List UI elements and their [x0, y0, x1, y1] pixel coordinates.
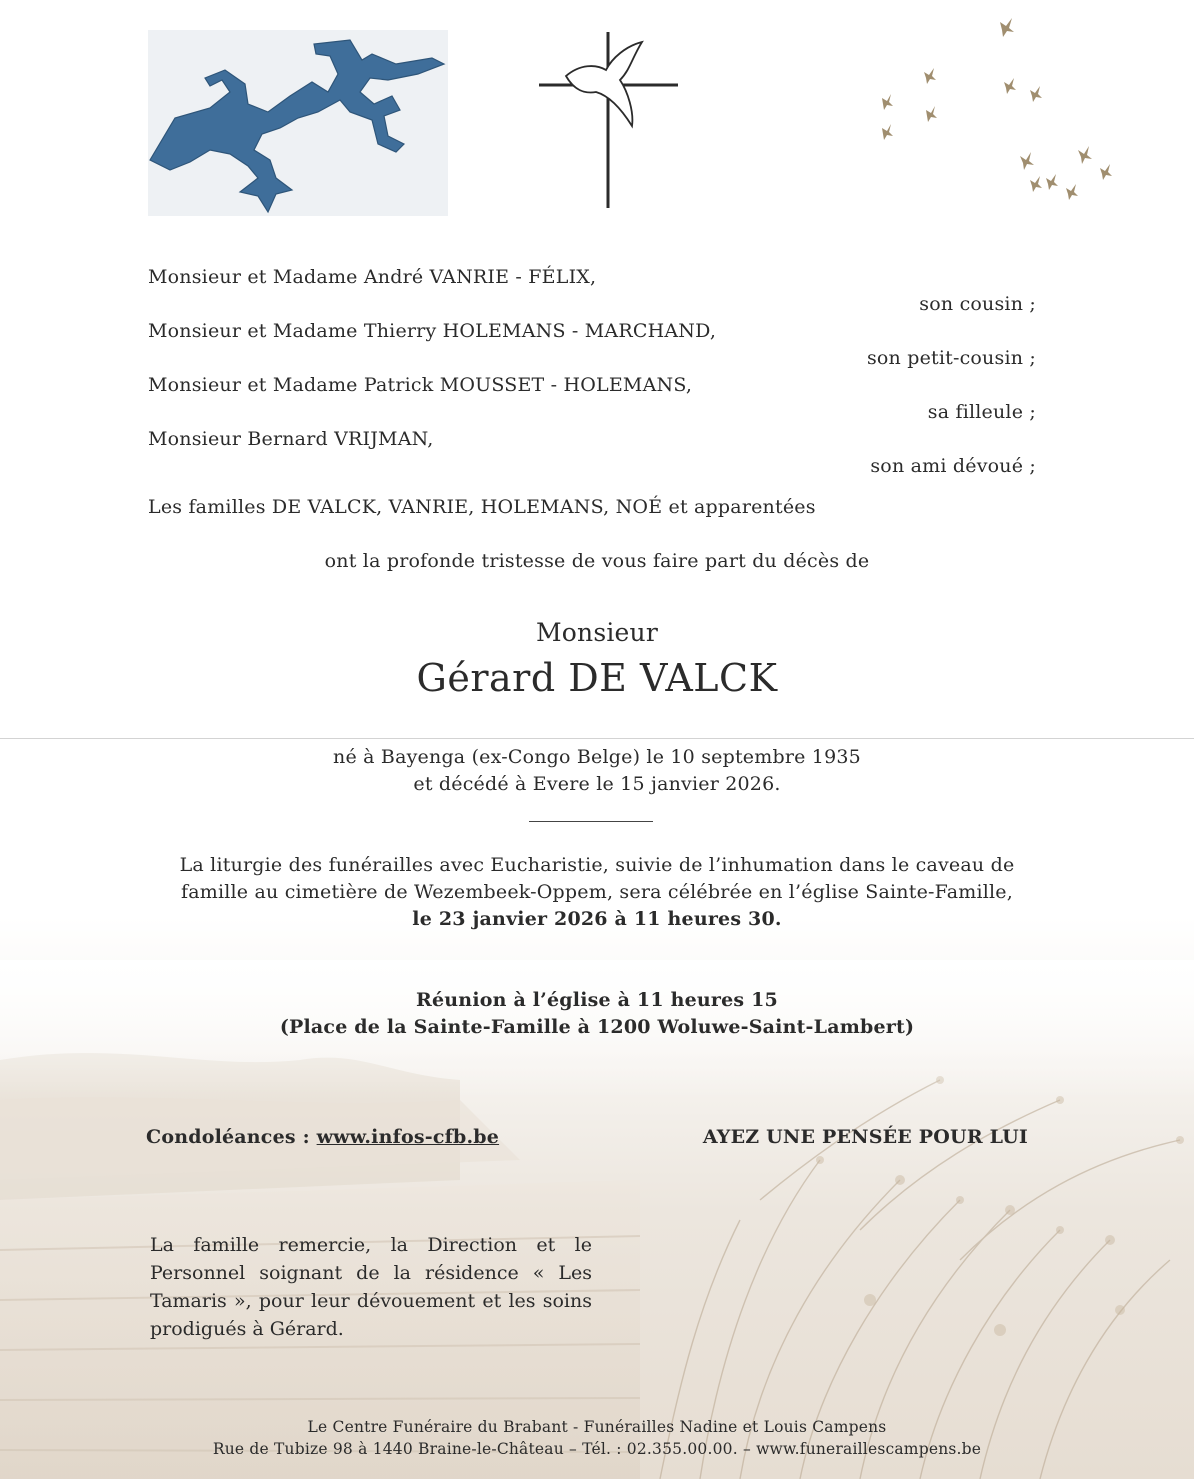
deceased-name: Gérard DE VALCK: [416, 656, 778, 700]
motto-text: AYEZ UNE PENSÉE POUR LUI: [702, 1126, 1028, 1148]
footer-line-1: Le Centre Funéraire du Brabant - Funérailles Nadine et Louis Campens: [307, 1418, 887, 1436]
announcement-text: ont la profonde tristesse de vous faire part du décès de: [324, 550, 870, 572]
family-name-2: Monsieur et Madame Thierry HOLEMANS - MARCHAND,: [148, 320, 717, 342]
family-relation-4: son ami dévoué ;: [870, 455, 1036, 477]
condolences-link[interactable]: www.infos-cfb.be: [316, 1126, 500, 1148]
death-info: et décédé à Evere le 15 janvier 2026.: [413, 773, 781, 795]
family-relation-3: sa filleule ;: [927, 401, 1036, 423]
family-relation-2: son petit-cousin ;: [866, 347, 1036, 369]
family-relation-1: son cousin ;: [919, 293, 1036, 315]
ceremony-line-2: famille au cimetière de Wezembeek-Oppem, sera célébrée en l’église Sainte-Famille,: [181, 881, 1013, 903]
flying-birds-image: [882, 18, 1112, 200]
extended-families: Les familles DE VALCK, VANRIE, HOLEMANS, NOÉ et apparentées: [148, 496, 816, 518]
origami-figures-image: [148, 30, 448, 216]
family-name-1: Monsieur et Madame André VANRIE - FÉLIX,: [148, 266, 597, 288]
family-name-3: Monsieur et Madame Patrick MOUSSET - HOLEMANS,: [148, 374, 693, 396]
cross-dove-icon: [539, 32, 678, 208]
separator-line: [529, 821, 653, 822]
ceremony-line-1: La liturgie des funérailles avec Eucharistie, suivie de l’inhumation dans le caveau de: [179, 854, 1015, 876]
footer-line-2: Rue de Tubize 98 à 1440 Braine-le-Château – Tél. : 02.355.00.00. – www.funeraillescampens.be: [212, 1440, 982, 1458]
meeting-address: (Place de la Sainte-Famille à 1200 Woluwe-Saint-Lambert): [279, 1016, 915, 1038]
ceremony-datetime: le 23 janvier 2026 à 11 heures 30.: [412, 908, 782, 930]
deceased-salutation: Monsieur: [535, 618, 659, 647]
condolences-label: Condoléances :: [146, 1126, 310, 1148]
family-name-4: Monsieur Bernard VRIJMAN,: [148, 428, 434, 450]
meeting-time: Réunion à l’église à 11 heures 15: [416, 989, 778, 1011]
birth-info: né à Bayenga (ex-Congo Belge) le 10 septembre 1935: [333, 746, 861, 768]
card-fold-line: [0, 738, 1194, 739]
thanks-paragraph: La famille remercie, la Direction et le Personnel soignant de la résidence « Les Tamaris », pour leur dévouement et les soins prodigués à Gérard.: [150, 1234, 592, 1340]
condolences-line: [146, 1126, 499, 1148]
